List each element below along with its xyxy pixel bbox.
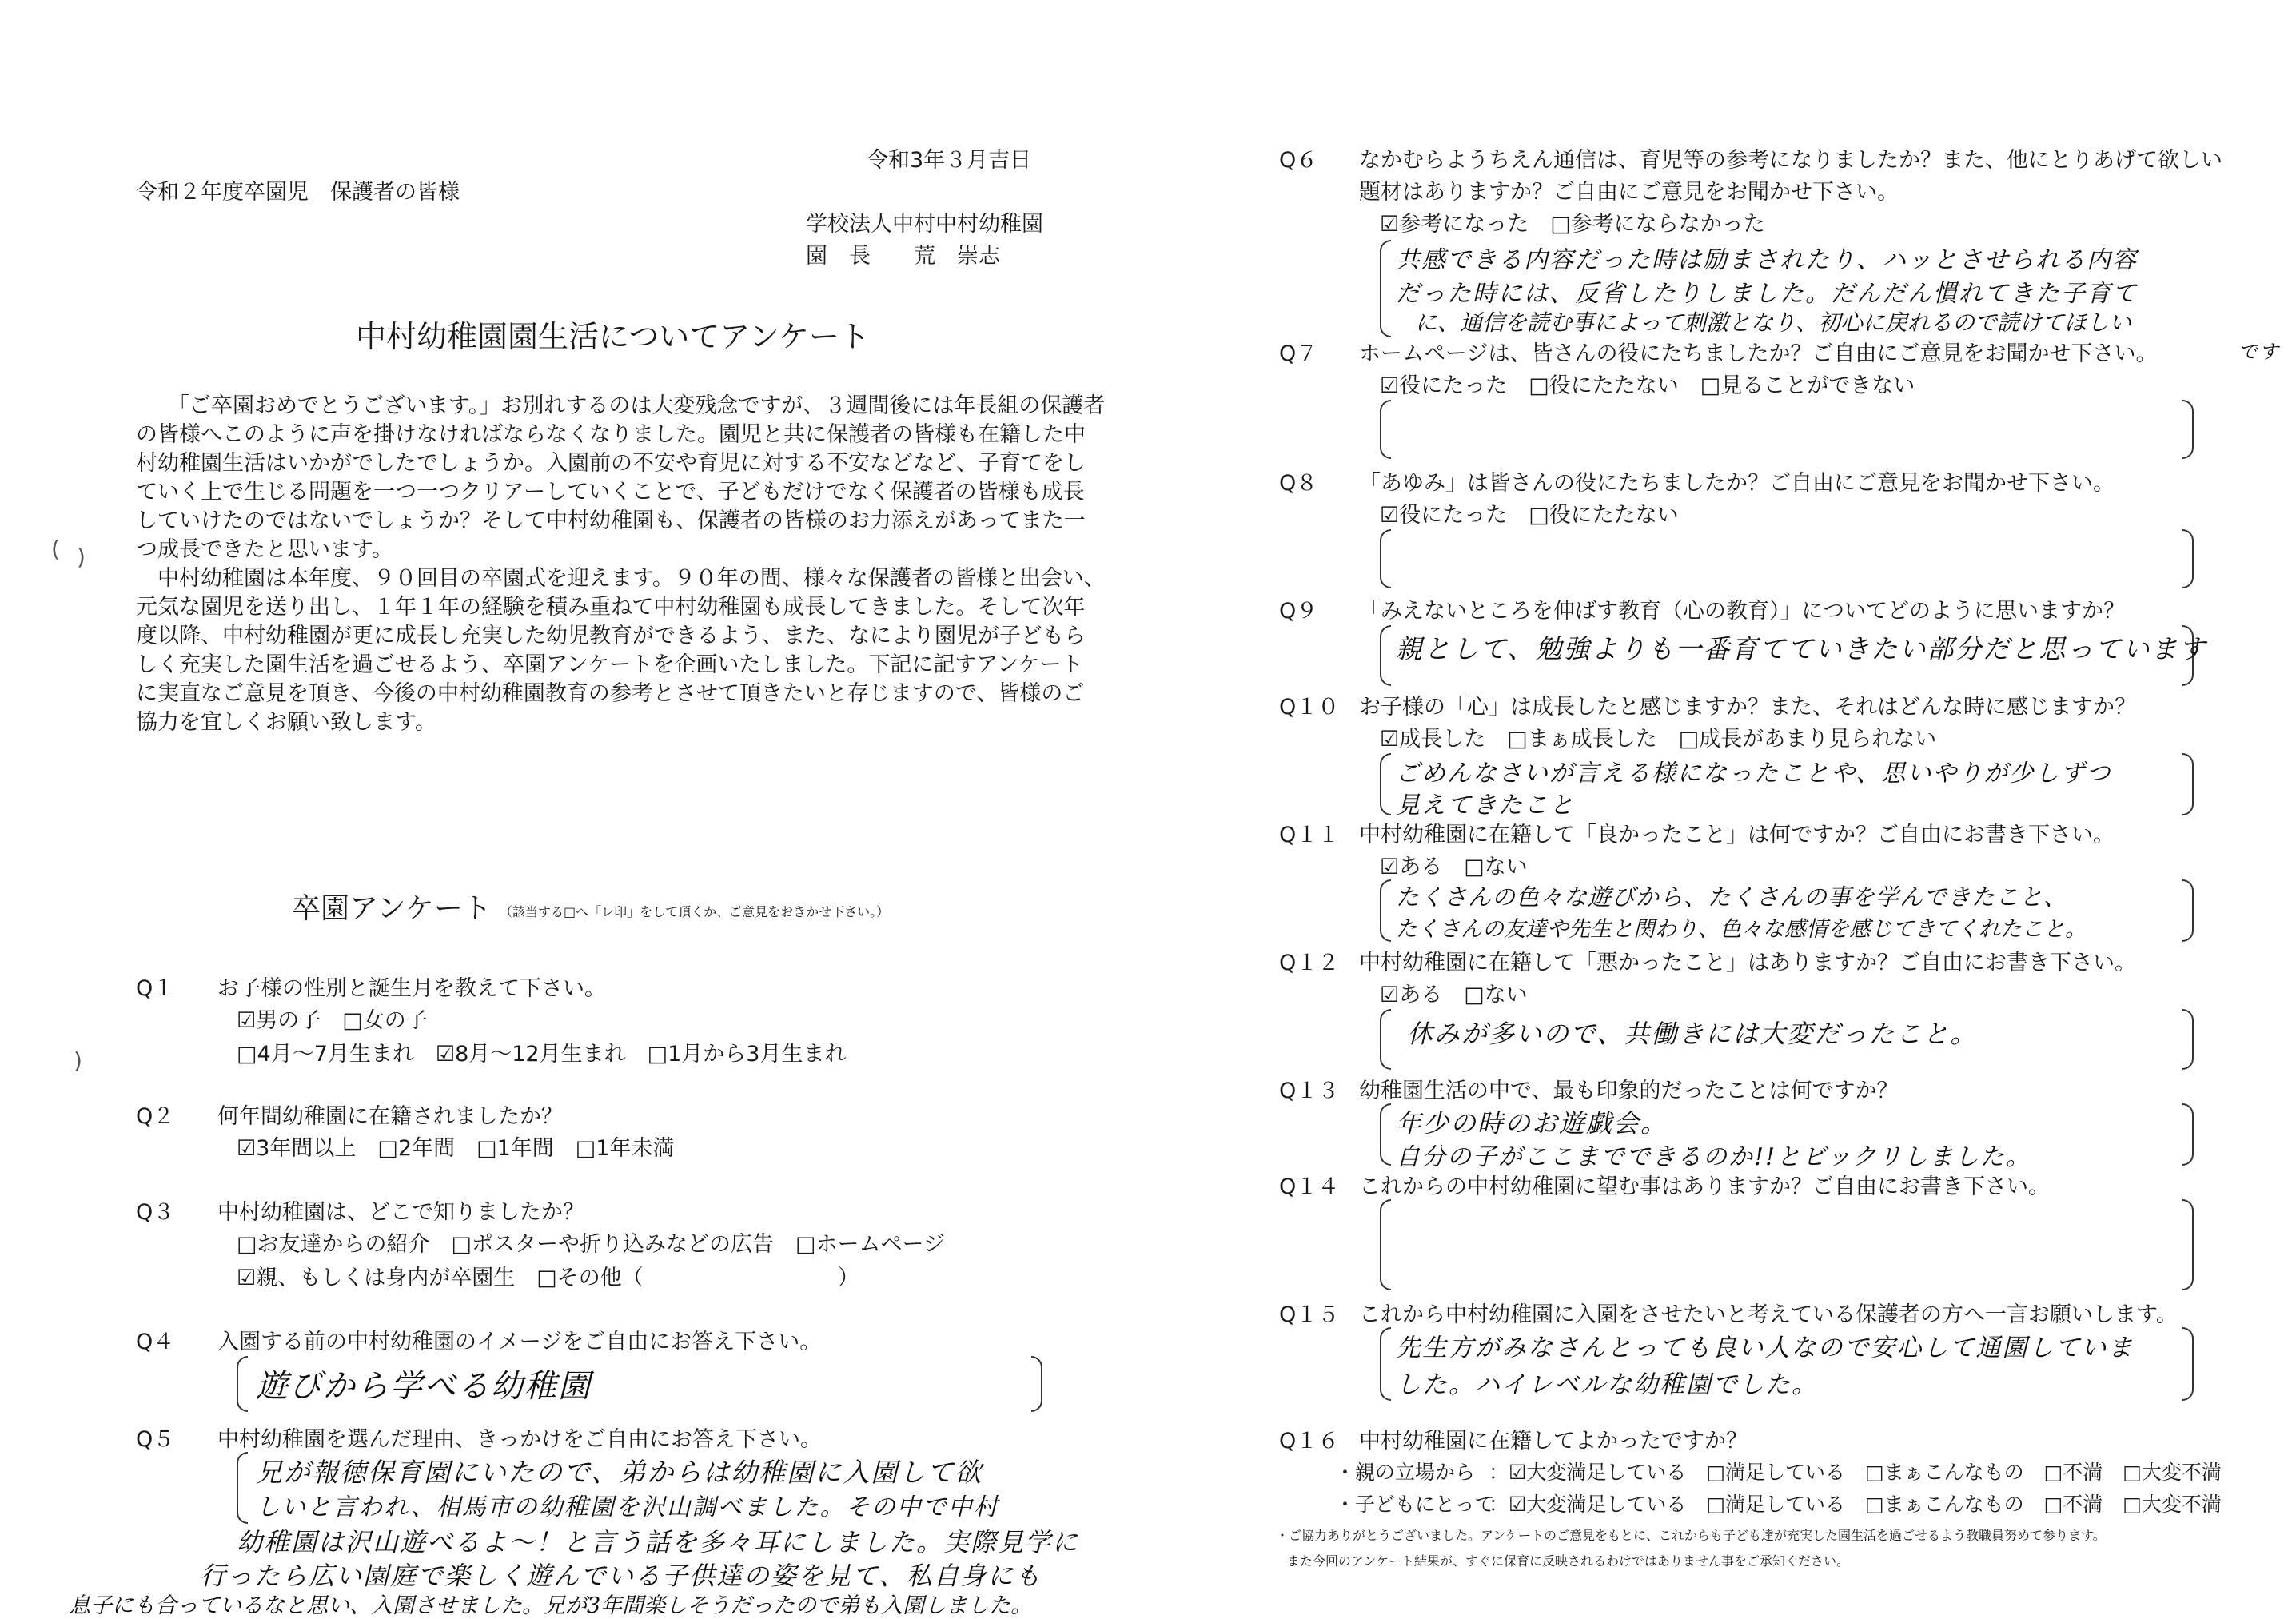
q7-bracket-left <box>1380 400 1391 459</box>
q8-options[interactable]: ☑役にたった □役にたたない <box>1380 503 1679 528</box>
survey-note: （該当する□へ「レ印」をして頂くか、ご意見をおきかせ下さい。） <box>500 904 890 919</box>
intro-line: の皆様へこのように声を掛けなければならなくなりました。園児と共に保護者の皆様も在籍した中 <box>136 422 1086 447</box>
q14-bracket-right <box>2182 1199 2194 1290</box>
q16-child-label: ・子どもにとって <box>1335 1493 1495 1516</box>
intro-line: ていく上で生じる問題を一つ一つクリアーしていくことで、子どもだけでなく保護者の皆様も成長 <box>136 480 1085 504</box>
q16-number: Q１６ <box>1279 1429 1340 1454</box>
intro-line: 元気な園児を送り出し、１年１年の経験を積み重ねて中村幼稚園も成長してきました。そして次年 <box>136 595 1086 620</box>
q15-bracket-right <box>2182 1327 2194 1401</box>
footer-line: また今回のアンケート結果が、すぐに保育に反映されるわけではありません事をご承知ください。 <box>1287 1553 1850 1569</box>
q12-answer[interactable]: 休みが多いので、共働きには大変だったこと。 <box>1407 1019 1978 1049</box>
q15-answer-line[interactable]: 先生方がみなさんとっても良い人なので安心して通園していま <box>1396 1334 2135 1362</box>
intro-line: 協力を宜しくお願い致します。 <box>136 710 436 735</box>
q6-options[interactable]: ☑参考になった □参考にならなかった <box>1380 212 1765 237</box>
q4-text: 入園する前の中村幼稚園のイメージをご自由にお答え下さい。 <box>217 1330 822 1354</box>
q11-text: 中村幼稚園に在籍して「良かったこと」は何ですか？ご自由にお書き下さい。 <box>1359 823 2115 847</box>
intro-line: していけたのではないでしょうか？そして中村幼稚園も、保護者の皆様のお力添えがあってまた一 <box>136 508 1086 533</box>
q5-answer-line[interactable]: 幼稚園は沢山遊べるよ～！と言う話を多々耳にしました。実際見学に <box>237 1527 1080 1557</box>
intro-line: 度以降、中村幼稚園が更に成長し充実した幼児教育ができるよう、また、なにより園児が子どもら <box>136 624 1086 648</box>
intro-paragraph <box>136 392 1106 737</box>
q14-text: これからの中村幼稚園に望む事はありますか？ご自由にお書き下さい。 <box>1359 1174 2050 1199</box>
q16-parent-label: ・親の立場から <box>1335 1461 1476 1484</box>
intro-line: に実直なご意見を頂き、今後の中村幼稚園教育の参考とさせて頂きたいと存じますので、皆様のご <box>136 681 1085 706</box>
q16-text: 中村幼稚園に在籍してよかったですか？ <box>1359 1429 1748 1454</box>
q14-bracket-left <box>1380 1199 1391 1290</box>
q9-number: Q９ <box>1279 599 1318 624</box>
q6-bracket-left <box>1380 240 1391 337</box>
q1-options-gender[interactable]: ☑男の子 □女の子 <box>237 1008 428 1033</box>
principal-name: 園 長 荒 崇志 <box>806 244 1000 269</box>
q8-bracket-left <box>1380 529 1391 588</box>
q1-number: Q１ <box>136 976 175 1001</box>
survey-heading: 卒園アンケート <box>292 892 492 925</box>
q9-text: 「みえないところを伸ばす教育（心の教育）」についてどのように思いますか？ <box>1359 599 2125 624</box>
intro-line: 中村幼稚園は本年度、９０回目の卒園式を迎えます。９０年の間、様々な保護者の皆様と出会い、 <box>136 566 1106 591</box>
q16-parent-options[interactable]: ：☑大変満足している □満足している □まぁこんなもの □不満 □大変不満 <box>1489 1461 2222 1484</box>
q4-bracket-left <box>237 1356 248 1412</box>
q14-number: Q１４ <box>1279 1174 1340 1199</box>
q15-number: Q１５ <box>1279 1302 1340 1327</box>
q10-answer-line[interactable]: ごめんなさいが言える様になったことや、思いやりが少しずつ <box>1396 760 2112 788</box>
q5-answer-line[interactable]: 息子にも合っているなと思い、入園させました。兄が3年間楽しそうだったので弟も入園しました。 <box>69 1593 1033 1618</box>
q6-answer-line[interactable]: 共感できる内容だった時は励まされたり、ハッとさせられる内容 <box>1396 246 2138 274</box>
q4-number: Q４ <box>136 1330 175 1354</box>
footer-line: ・ご協力ありがとうございました。アンケートのご意見をもとに、これからも子ども達が充実した園生活を過ごせるよう教職員努めて参ります。 <box>1276 1528 2106 1543</box>
q6-answer-line[interactable]: だった時には、反省したりしました。だんだん慣れてきた子育て <box>1396 280 2138 308</box>
q9-answer[interactable]: 親として、勉強よりも一番育てていきたい部分だと思っています <box>1396 633 2207 664</box>
q11-answer-line[interactable]: たくさんの色々な遊びから、たくさんの事を学んできたこと、 <box>1396 883 2068 911</box>
q6-number: Q６ <box>1279 148 1318 173</box>
q13-text: 幼稚園生活の中で、最も印象的だったことは何ですか？ <box>1359 1079 1899 1103</box>
q1-options-birth[interactable]: □4月～7月生まれ ☑8月～12月生まれ □1月から3月生まれ <box>237 1042 847 1067</box>
q7-number: Q７ <box>1279 341 1318 366</box>
q4-bracket-right <box>1031 1356 1042 1412</box>
q11-answer-line[interactable]: たくさんの友達や先生と関わり、色々な感情を感じてきてくれたこと。 <box>1396 917 2087 942</box>
q7-options[interactable]: ☑役にたった □役にたたない □見ることができない <box>1380 373 1915 398</box>
q15-text: これから中村幼稚園に入園をさせたいと考えている保護者の方へ一言お願いします。 <box>1359 1302 2178 1327</box>
q11-bracket-left <box>1380 879 1391 942</box>
q7-bracket-right <box>2182 400 2194 459</box>
date: 令和3年３月吉日 <box>867 148 1032 173</box>
intro-line: つ成長できたと思います。 <box>136 537 393 562</box>
q13-number: Q１３ <box>1279 1079 1340 1103</box>
q10-number: Q１０ <box>1279 695 1340 720</box>
q2-number: Q２ <box>136 1104 175 1129</box>
q11-number: Q１１ <box>1279 823 1340 847</box>
q8-text: 「あゆみ」は皆さんの役にたちましたか？ご自由にご意見をお聞かせ下さい。 <box>1359 471 2115 496</box>
q13-answer-line[interactable]: 自分の子がここまでできるのか!!とビックリしました。 <box>1396 1143 2031 1171</box>
q6-answer-line[interactable]: です <box>2238 341 2280 363</box>
q2-text: 何年間幼稚園に在籍されましたか？ <box>217 1104 563 1129</box>
intro-line: 村幼稚園生活はいかがでしたでしょうか。入園前の不安や育児に対する不安などなど、子育てをし <box>136 451 1086 476</box>
q5-text: 中村幼稚園を選んだ理由、きっかけをご自由にお答え下さい。 <box>217 1427 822 1452</box>
q10-bracket-left <box>1380 753 1391 815</box>
q12-text: 中村幼稚園に在籍して「悪かったこと」はありますか？ご自由にお書き下さい。 <box>1359 951 2136 975</box>
recipient: 令和２年度卒園児 保護者の皆様 <box>136 180 460 205</box>
q6-answer-line[interactable]: に、通信を読む事によって刺激となり、初心に戻れるので読けてほしい <box>1415 309 2132 336</box>
q11-bracket-right <box>2182 879 2194 942</box>
q8-bracket-right <box>2182 529 2194 588</box>
q15-answer-line[interactable]: した。ハイレベルな幼稚園でした。 <box>1396 1370 1818 1399</box>
page-title: 中村幼稚園園生活についてアンケート <box>356 319 870 354</box>
q9-bracket-left <box>1380 625 1391 686</box>
q5-answer-line[interactable]: 行ったら広い園庭で楽しく遊んでいる子供達の姿を見て、私自身にも <box>200 1561 1042 1591</box>
q3-number: Q３ <box>136 1200 175 1225</box>
q13-answer-line[interactable]: 年少の時のお遊戯会。 <box>1396 1108 1668 1138</box>
q5-answer-line[interactable]: 兄が報徳保育園にいたので、弟からは幼稚園に入園して欲 <box>256 1457 983 1488</box>
q5-bracket-left <box>237 1452 248 1524</box>
binding-mark: ) <box>74 1047 82 1074</box>
q10-answer-line[interactable]: 見えてきたこと <box>1396 792 1575 819</box>
q5-answer-line[interactable]: しいと言われ、相馬市の幼稚園を沢山調べました。その中で中村 <box>256 1493 999 1521</box>
q10-text: お子様の「心」は成長したと感じますか？また、それはどんな時に感じますか？ <box>1359 695 2136 720</box>
q11-options[interactable]: ☑ある □ない <box>1380 855 1528 879</box>
q10-options[interactable]: ☑成長した □まぁ成長した □成長があまり見られない <box>1380 727 1937 752</box>
q12-bracket-right <box>2182 1009 2194 1070</box>
q5-number: Q５ <box>136 1427 175 1452</box>
q4-answer[interactable]: 遊びから学べる幼稚園 <box>256 1368 592 1405</box>
q3-options-row2[interactable]: ☑親、もしくは身内が卒園生 □その他（ ） <box>237 1266 859 1290</box>
q1-text: お子様の性別と誕生月を教えて下さい。 <box>217 976 606 1001</box>
intro-line: 「ご卒園おめでとうございます。」お別れするのは大変残念ですが、３週間後には年長組の保護者 <box>168 393 1106 418</box>
q10-bracket-right <box>2182 753 2194 815</box>
q13-bracket-left <box>1380 1103 1391 1166</box>
binding-mark: ( <box>51 536 60 562</box>
school-name: 学校法人中村中村幼稚園 <box>806 212 1043 237</box>
intro-line: しく充実した園生活を過ごせるよう、卒園アンケートを企画いたしました。下記に記すアンケート <box>136 652 1083 677</box>
binding-mark: ) <box>77 544 86 570</box>
q3-options-row1[interactable]: □お友達からの紹介 □ポスターや折り込みなどの広告 □ホームページ <box>237 1232 945 1257</box>
q8-number: Q８ <box>1279 471 1318 496</box>
q15-bracket-left <box>1380 1327 1391 1401</box>
q7-text: ホームページは、皆さんの役にたちましたか？ご自由にご意見をお聞かせ下さい。 <box>1359 341 2158 366</box>
q13-bracket-right <box>2182 1103 2194 1166</box>
q12-options[interactable]: ☑ある □ない <box>1380 983 1528 1007</box>
q12-bracket-left <box>1380 1009 1391 1070</box>
q2-options[interactable]: ☑3年間以上 □2年間 □1年間 □1年未満 <box>237 1136 675 1161</box>
q12-number: Q１２ <box>1279 951 1340 975</box>
q3-text: 中村幼稚園は、どこで知りましたか？ <box>217 1200 584 1225</box>
q6-text-line2: 題材はありますか？ご自由にご意見をお聞かせ下さい。 <box>1359 180 1899 205</box>
q16-child-options[interactable]: ：☑大変満足している □満足している □まぁこんなもの □不満 □大変不満 <box>1489 1493 2222 1516</box>
q6-text-line1: なかむらようちえん通信は、育児等の参考になりましたか？また、他にとりあげて欲しい <box>1359 148 2222 173</box>
